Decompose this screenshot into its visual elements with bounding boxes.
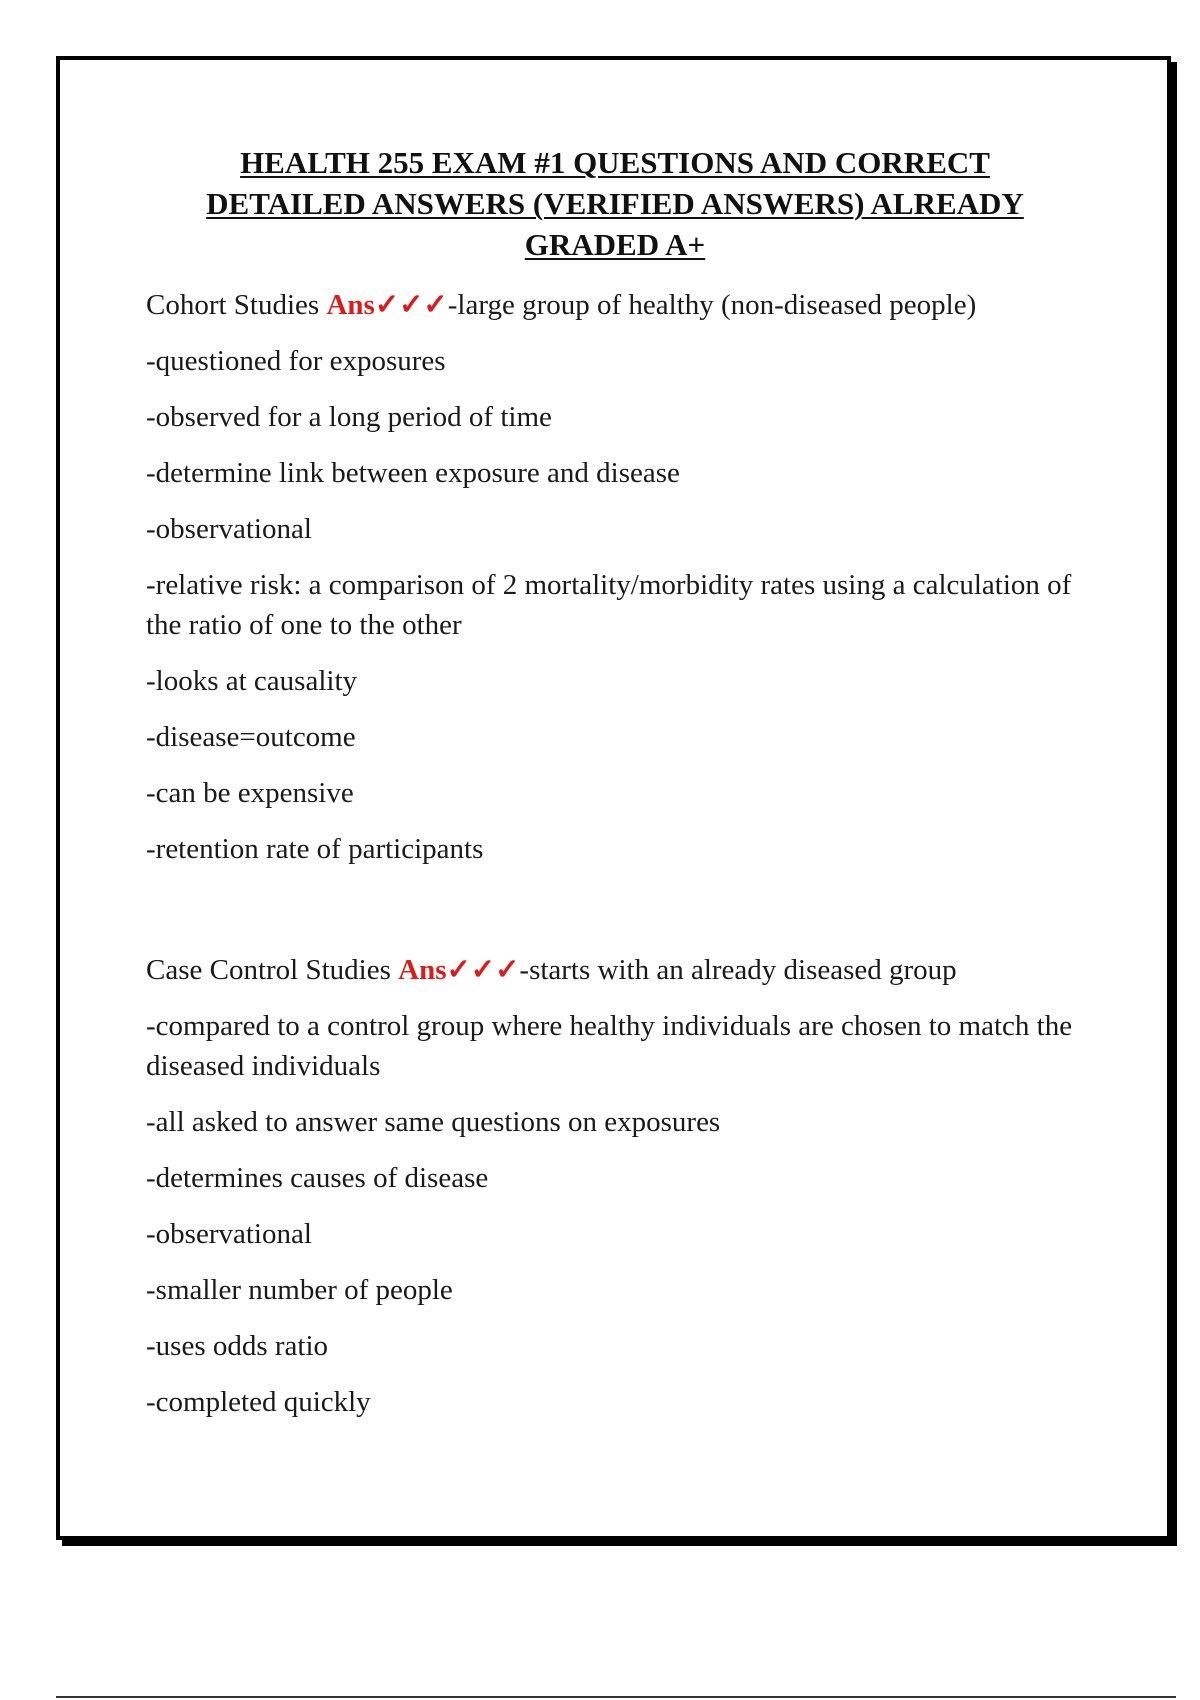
footer-divider (56, 1696, 1176, 1698)
qa-heading (146, 950, 1076, 990)
term: Cohort Studies (146, 289, 327, 321)
list-item: -observational (146, 1218, 312, 1250)
answer-marker: Ans✓✓✓ (326, 289, 448, 321)
list-item: -questioned for exposures (146, 345, 446, 377)
title-line-2: DETAILED ANSWERS (VERIFIED ANSWERS) ALREADY (206, 186, 1024, 221)
list-item: -retention rate of participants (146, 833, 484, 865)
list-item: -determines causes of disease (146, 1162, 489, 1194)
qa-heading (146, 285, 1076, 325)
list-item: -looks at causality (146, 665, 358, 697)
document-title (150, 142, 1080, 265)
list-item: -compared to a control group where healthy individuals are chosen to match the diseased individuals (146, 1010, 1073, 1082)
list-item: -all asked to answer same questions on exposures (146, 1106, 721, 1138)
title-line-1: HEALTH 255 EXAM #1 QUESTIONS AND CORRECT (240, 145, 990, 180)
list-item: -relative risk: a comparison of 2 mortality/morbidity rates using a calculation of the ratio of one to the other (146, 569, 1072, 641)
title-line-3: GRADED A+ (524, 227, 706, 262)
section-case-control-studies (146, 950, 1076, 1438)
list-item: -observed for a long period of time (146, 401, 552, 433)
list-item: -uses odds ratio (146, 1330, 329, 1362)
list-item: -disease=outcome (146, 721, 356, 753)
list-item: -can be expensive (146, 777, 354, 809)
definition: -large group of healthy (non-diseased people) (447, 289, 977, 321)
list-item: -completed quickly (146, 1386, 371, 1418)
section-cohort-studies (146, 285, 1076, 885)
definition: -starts with an already diseased group (519, 954, 957, 986)
answer-marker: Ans✓✓✓ (398, 954, 520, 986)
list-item: -observational (146, 513, 312, 545)
list-item: -smaller number of people (146, 1274, 453, 1306)
list-item: -determine link between exposure and disease (146, 457, 680, 489)
term: Case Control Studies (146, 954, 399, 986)
